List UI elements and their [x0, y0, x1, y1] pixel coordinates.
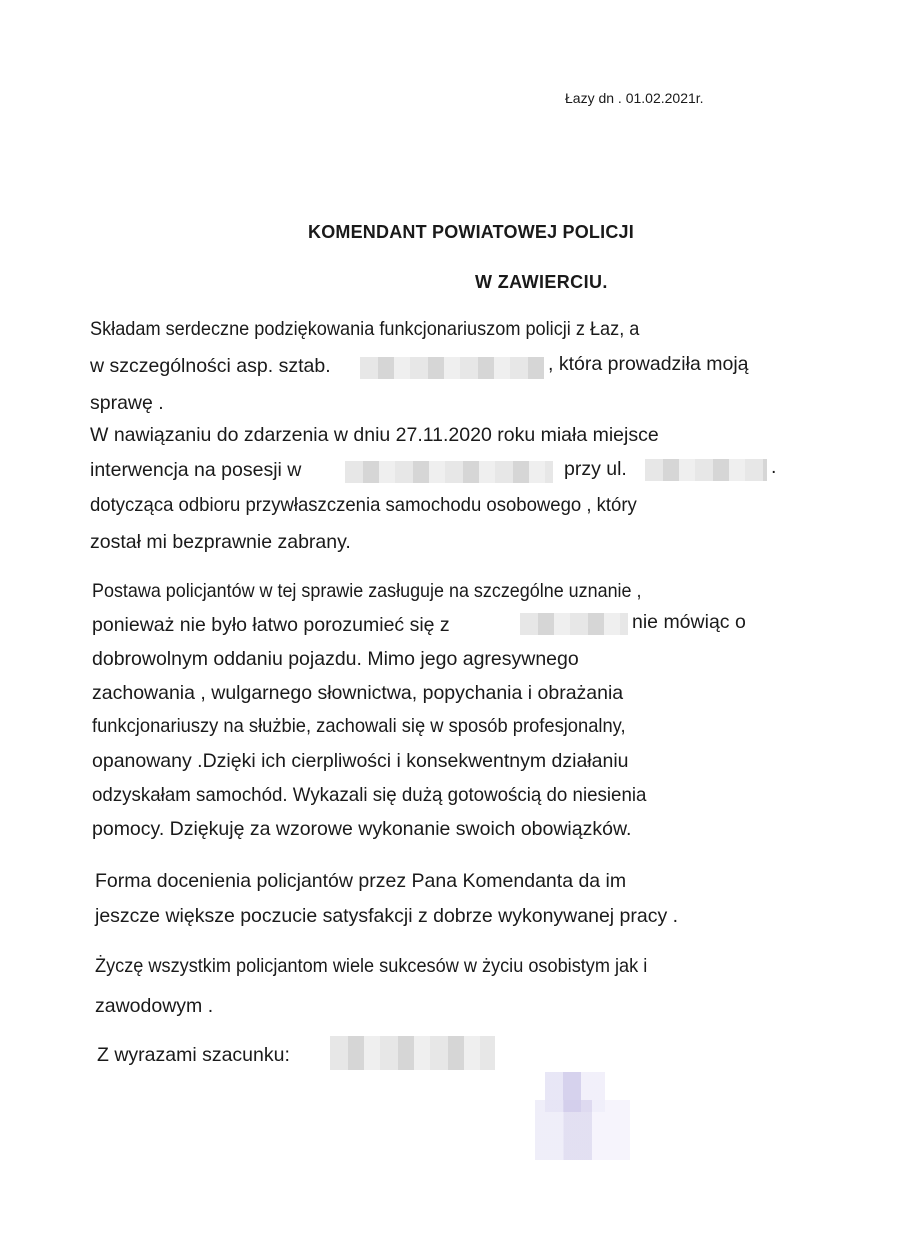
redacted-person-name: [520, 613, 628, 635]
p2-line-6: opanowany .Dzięki ich cierpliwości i konsekwentnym działaniu: [92, 750, 629, 772]
p2-line-5: funkcjonariuszy na służbie, zachowali się w sposób profesjonalny,: [92, 715, 626, 737]
addressee-line-2: W ZAWIERCIU.: [475, 272, 608, 292]
p2-line-8: pomocy. Dziękuję za wzorowe wykonanie swoich obowiązków.: [92, 818, 632, 840]
p1-line-5b: przy ul.: [564, 458, 627, 480]
redacted-street: [645, 459, 767, 481]
p2-line-7: odzyskałam samochód. Wykazali się dużą gotowością do niesienia: [92, 784, 647, 806]
closing-label: Z wyrazami szacunku:: [97, 1044, 290, 1066]
p1-line-3: sprawę .: [90, 392, 164, 414]
redacted-signature-name: [330, 1036, 495, 1070]
p1-line-2a: w szczególności asp. sztab.: [90, 355, 331, 377]
p3-line-2: jeszcze większe poczucie satysfakcji z dobrze wykonywanej pracy .: [95, 905, 679, 927]
p2-line-1: Postawa policjantów w tej sprawie zasługuje na szczególne uznanie ,: [92, 580, 642, 602]
p2-line-2b: nie mówiąc o: [632, 611, 746, 633]
p1-line-7: został mi bezprawnie zabrany.: [90, 531, 351, 553]
letter-date: Łazy dn . 01.02.2021r.: [565, 90, 704, 106]
redacted-signature-mark-2: [535, 1100, 630, 1160]
p1-line-2b: , która prowadziła moją: [548, 353, 749, 375]
redacted-officer-name: [360, 357, 544, 379]
p4-line-2: zawodowym .: [95, 995, 214, 1017]
p2-line-3: dobrowolnym oddaniu pojazdu. Mimo jego agresywnego: [92, 648, 579, 670]
p1-line-5c: .: [771, 456, 777, 478]
addressee-line-1: KOMENDANT POWIATOWEJ POLICJI: [308, 222, 634, 242]
p3-line-1: Forma docenienia policjantów przez Pana Komendanta da im: [95, 870, 627, 892]
p1-line-1: Składam serdeczne podziękowania funkcjonariuszom policji z Łaz, a: [90, 318, 640, 340]
p2-line-2a: ponieważ nie było łatwo porozumieć się z: [92, 614, 450, 636]
p1-line-6: dotycząca odbioru przywłaszczenia samochodu osobowego , który: [90, 494, 637, 516]
p2-line-4: zachowania , wulgarnego słownictwa, popychania i obrażania: [92, 682, 624, 704]
p1-line-5a: interwencja na posesji w: [90, 459, 302, 481]
redacted-location: [345, 461, 553, 483]
p4-line-1: Życzę wszystkim policjantom wiele sukcesów w życiu osobistym jak i: [95, 955, 648, 977]
p1-line-4: W nawiązaniu do zdarzenia w dniu 27.11.2020 roku miała miejsce: [90, 424, 659, 446]
